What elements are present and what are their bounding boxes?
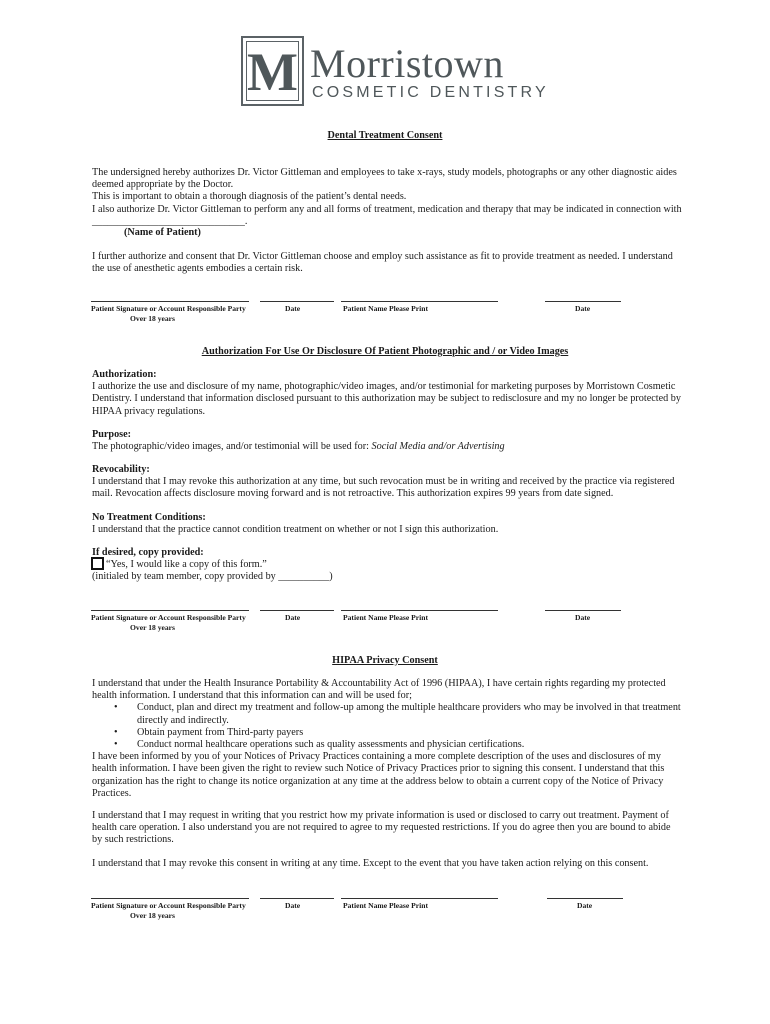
hipaa-bullet-list: [92, 702, 682, 751]
authorization-text: I authorize the use and disclosure of my name, photographic/video images, and/or testimonial for marketing purposes by Morristown Cosmetic Dentistry. I understand that information disclosed pursuant to this authorization may be subject to redisclosure and my no longer be protected by HIPAA privacy regulations.: [92, 381, 681, 417]
authorization-heading: Authorization:: [92, 369, 157, 380]
no-treatment-heading: No Treatment Conditions:: [92, 512, 206, 523]
purpose-italic: Social Media and/or Advertising: [371, 441, 505, 453]
copy-checkbox[interactable]: [91, 557, 104, 570]
hipaa-revoke-text: I understand that I may revoke this consent in writing at any time. Except to the event that you have taken action relying on this consent.: [92, 858, 649, 869]
bullet-icon: •: [114, 726, 118, 738]
name-print-label: Patient Name Please Print: [343, 613, 428, 622]
list-item: [92, 727, 682, 739]
hipaa-informed-text: I have been informed by you of your Notices of Privacy Practices containing a more complete description of the uses and disclosures of my health information. I have been given the right to review such Notice of Privacy Practices prior to signing this consent. I understand that this organization has the right to change its notice organization at any time at the address below to obtain a current copy of the Notice of Privacy Practices.: [92, 751, 665, 799]
name-print-label: Patient Name Please Print: [343, 901, 428, 910]
photo-authorization-title: Authorization For Use Or Disclosure Of Patient Photographic and / or Video Images: [201, 346, 569, 357]
bullet-text: Obtain payment from Third-party payers: [137, 726, 304, 738]
name-print-line[interactable]: [341, 301, 498, 302]
copy-initial-text: (initialed by team member, copy provided by __________): [92, 571, 333, 583]
dental-consent-line: I also authorize Dr. Victor Gittleman to perform any and all forms of treatment, medication and therapy that may be indicated in connection with: [92, 203, 682, 215]
logo-monogram-box: [241, 36, 304, 106]
date-label: Date: [285, 613, 301, 622]
revocability-text: I understand that I may revoke this authorization at any time, but such revocation must be in writing and received by the practice via registered mail. Revocation affects disclosure moving forward and is not retroactive. This authorization expires 99 years from date signed.: [92, 476, 675, 500]
patient-name-blank: ______________________________.: [92, 215, 248, 227]
bullet-text: Conduct normal healthcare operations such as quality assessments and physician certifications.: [137, 739, 525, 751]
logo-inner-frame: [246, 41, 299, 101]
over-18-label: Over 18 years: [130, 911, 175, 920]
revocability-heading: Revocability:: [92, 464, 150, 475]
copy-heading: If desired, copy provided:: [92, 547, 204, 558]
bullet-text: Conduct, plan and direct my treatment and follow-up among the multiple healthcare providers who may be involved in that treatment directly and indirectly.: [137, 702, 681, 726]
list-item: [92, 739, 682, 751]
further-consent-text: I further authorize and consent that Dr. Victor Gittleman choose and employ such assistance as fit to provide treatment as needed. I understand the use of anesthetic agents embodies a certain risk.: [92, 251, 673, 275]
date-line[interactable]: [545, 301, 621, 302]
hipaa-restrict-text: I understand that I may request in writing that you restrict how my private information is used or disclosed to carry out treatment. Payment of health care operation. I also understand you are not required to agree to my requested restrictions. If you do agree then you are bound to abide by such restrictions.: [92, 810, 671, 846]
logo-name: Morristown: [310, 41, 504, 86]
signature-line[interactable]: [91, 301, 249, 302]
dental-consent-line: The undersigned hereby authorizes Dr. Victor Gittleman and employees to take x-rays, study models, photographs or any other diagnostic aides: [92, 167, 677, 178]
name-print-line[interactable]: [341, 610, 498, 611]
signature-line[interactable]: [91, 898, 249, 899]
purpose-line: [92, 441, 682, 453]
logo-monogram: M: [247, 42, 298, 102]
no-treatment-text: I understand that the practice cannot condition treatment on whether or not I sign this authorization.: [92, 524, 499, 536]
purpose-text: The photographic/video images, and/or testimonial will be used for:: [92, 441, 372, 453]
hipaa-title: HIPAA Privacy Consent: [332, 655, 438, 666]
dental-consent-title: Dental Treatment Consent: [327, 130, 443, 141]
purpose-section: [92, 429, 682, 453]
copy-section: [92, 547, 682, 584]
date-label: Date: [285, 901, 301, 910]
bullet-icon: •: [114, 739, 118, 751]
date-label: Date: [577, 901, 593, 910]
list-item: [92, 702, 682, 726]
date-label: Date: [575, 613, 591, 622]
signature-label: Patient Signature or Account Responsible Party: [91, 304, 246, 313]
bullet-icon: •: [114, 702, 118, 714]
dental-consent-line: This is important to obtain a thorough diagnosis of the patient’s dental needs.: [92, 191, 407, 203]
date-line[interactable]: [547, 898, 623, 899]
name-print-line[interactable]: [341, 898, 498, 899]
authorization-section: [92, 369, 682, 418]
over-18-label: Over 18 years: [130, 623, 175, 632]
no-treatment-section: [92, 512, 682, 536]
date-line[interactable]: [260, 610, 334, 611]
logo-subtitle: COSMETIC DENTISTRY: [312, 84, 549, 101]
name-of-patient-label: (Name of Patient): [124, 227, 201, 238]
copy-option-text: “Yes, I would like a copy of this form.”: [106, 559, 267, 571]
over-18-label: Over 18 years: [130, 314, 175, 323]
dental-consent-body: [92, 167, 682, 228]
purpose-heading: Purpose:: [92, 429, 132, 440]
name-print-label: Patient Name Please Print: [343, 304, 428, 313]
hipaa-intro: I understand that under the Health Insurance Portability & Accountability Act of 1996 (HIPAA), I have certain rights regarding my protected health information. I understand that this information can and will be used for;: [92, 678, 666, 702]
date-label: Date: [575, 304, 591, 313]
date-label: Date: [285, 304, 301, 313]
revocability-section: [92, 464, 682, 501]
date-line[interactable]: [545, 610, 621, 611]
date-line[interactable]: [260, 898, 334, 899]
hipaa-body: [92, 678, 682, 800]
signature-label: Patient Signature or Account Responsible Party: [91, 613, 246, 622]
signature-line[interactable]: [91, 610, 249, 611]
dental-consent-line: deemed appropriate by the Doctor.: [92, 179, 234, 191]
date-line[interactable]: [260, 301, 334, 302]
signature-label: Patient Signature or Account Responsible Party: [91, 901, 246, 910]
